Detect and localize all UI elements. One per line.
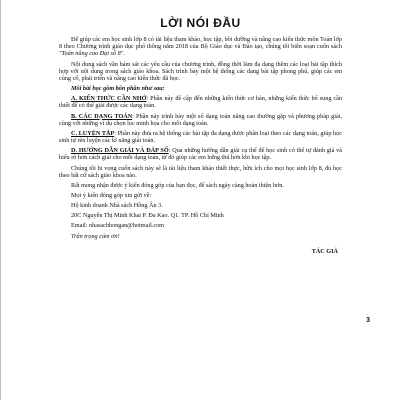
regards-line: Trân trọng cảm ơn!	[71, 232, 120, 240]
contact-line-2: 20C Nguyễn Thị Minh Khai P. Đa Kao. Q1. TP. Hồ Chí Minh	[71, 212, 224, 220]
intro-paragraph-2: Nội dung sách vẫn bám sát các yêu cầu của chương trình, đồng thời làm đa dạng thêm các loại bài tập thích hợp với nội dung trong sách giáo khoa. Sách trình bày một hệ thống các dạng bài tập phong phú, giúp các em củng cố, phát triển và nâng cao kiến thức đã học.	[59, 60, 342, 82]
intro-paragraph-1	[59, 36, 342, 57]
structure-heading: Mỗi bài học gồm bốn phần như sau:	[71, 85, 165, 93]
page-number: 3	[366, 316, 370, 324]
section-c-paragraph	[59, 130, 342, 144]
section-b-text: : Phần này trình bày một số dạng toán nâng cao thường gặp và phương pháp giải, cùng với những ví dụ chọn lọc minh họa cho mỗi dạng toán.	[59, 112, 343, 127]
section-d-title: D. HƯỚNG DẪN GIẢI VÀ ĐÁP SỐ	[71, 147, 169, 155]
section-a-title: A. KIẾN THỨC CẦN NHỚ	[71, 95, 147, 103]
section-a-text: : Phần này để cập đến những kiến thức cơ bản, những kiến thức bổ sung cần thiết để có thể giải được các dạng toán.	[59, 95, 342, 110]
signature: TÁC GIẢ	[311, 247, 338, 255]
intro-text-1: Để giúp các em học sinh lớp 8 có tài liệu tham khảo, học tập, bồi dưỡng và nâng cao kiến thức môn Toán lớp 8 theo Chương trình giáo dục phổ thông năm 2018 của Bộ Giáo dục và Đào tạo, chúng tôi biên soạn cuốn sách	[59, 36, 342, 51]
closing-paragraph-1: Chúng tôi hi vọng cuốn sách này sẽ là tài liệu tham khảo thiết thực, hữu ích cho mọi học sinh lớp 8, đủ học theo bất cứ sách giáo khoa nào.	[59, 164, 342, 179]
book-name: "Toán nâng cao Đại số 8".	[59, 50, 125, 58]
section-c-text: : Phần này đưa ra hệ thống các bài tập đa dạng được phân loại theo các dạng toán, giúp học sinh tự rèn luyện các kĩ năng giải toán.	[59, 129, 342, 145]
contact-line-1: Hộ kinh doanh Nhà sách Hồng Ân 3.	[71, 202, 163, 210]
section-b-paragraph	[59, 113, 342, 127]
closing-paragraph-2: Rất mong nhận được ý kiến đóng góp của bạn đọc, để sách ngày càng hoàn thiện hơn.	[71, 181, 284, 189]
section-c-title: C. LUYỆN TẬP	[71, 129, 115, 137]
section-d-paragraph	[59, 147, 342, 161]
page-title: LỜI NÓI ĐẦU	[160, 16, 241, 30]
section-a-paragraph	[59, 95, 342, 109]
section-b-title: B. CÁC DẠNG TOÁN	[71, 112, 133, 120]
section-d-text: : Qua những hướng dẫn giải cụ thể để học sinh có thể tự đánh giá và hiểu rõ hơn cách giải cho mỗi dạng toán, từ đó giúp các em hứng thú hơn khi học tập.	[59, 147, 342, 162]
contact-email: Email: nhasachhongan@hotmail.com	[71, 222, 164, 230]
contact-intro: Mọi ý kiến đóng góp xin gửi về:	[71, 191, 152, 199]
